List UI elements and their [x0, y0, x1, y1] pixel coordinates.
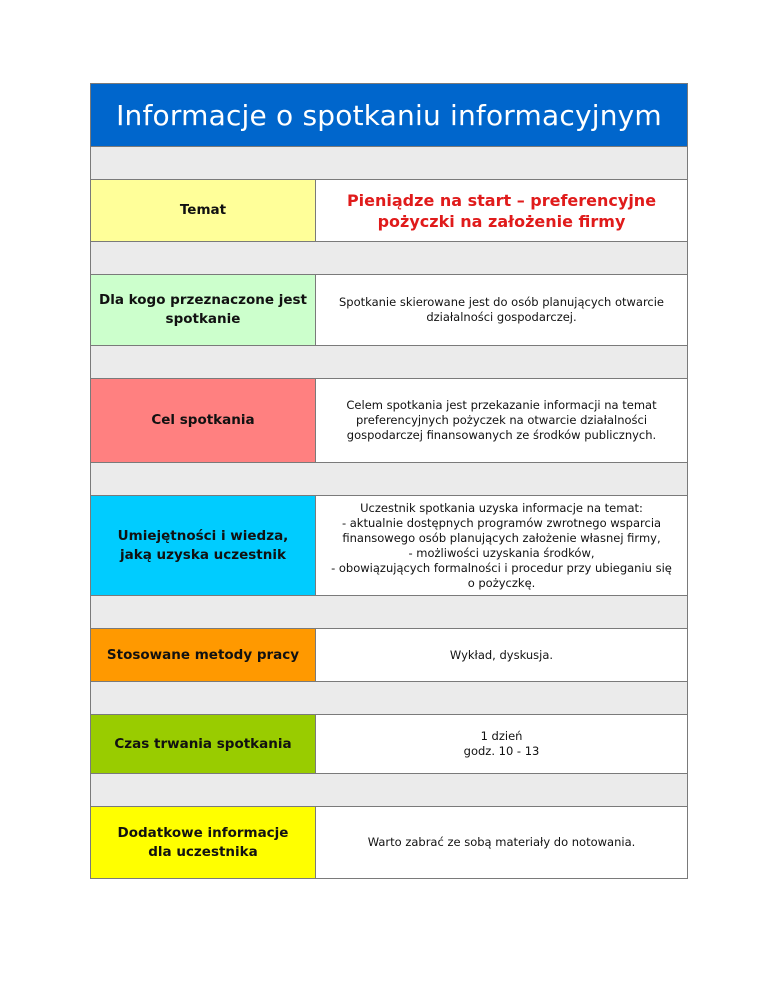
- row-label-methods: Stosowane metody pracy: [91, 629, 316, 682]
- row-label-skills: Umiejętności i wiedza, jaką uzyska uczestnik: [91, 496, 316, 596]
- row-label-additional: Dodatkowe informacje dla uczestnika: [91, 807, 316, 879]
- spacer-row: [91, 346, 688, 379]
- table-row-topic: [91, 180, 688, 242]
- row-value-goal: Celem spotkania jest przekazanie informacji na temat preferencyjnych pożyczek na otwarcie działalności gospodarczej finansowanych ze środków publicznych.: [316, 379, 688, 463]
- table-row-additional: [91, 807, 688, 879]
- spacer-cell: [91, 463, 688, 496]
- page-title: Informacje o spotkaniu informacyjnym: [91, 84, 688, 147]
- spacer-row: [91, 147, 688, 180]
- table-row-audience: [91, 275, 688, 346]
- spacer-row: [91, 774, 688, 807]
- spacer-cell: [91, 147, 688, 180]
- spacer-cell: [91, 596, 688, 629]
- row-value-duration: 1 dzień godz. 10 - 13: [316, 715, 688, 774]
- spacer-cell: [91, 682, 688, 715]
- row-value-topic: Pieniądze na start – preferencyjne pożyczki na założenie firmy: [316, 180, 688, 242]
- row-label-duration: Czas trwania spotkania: [91, 715, 316, 774]
- table-row-goal: [91, 379, 688, 463]
- spacer-cell: [91, 346, 688, 379]
- title-row: [91, 84, 688, 147]
- row-label-audience: Dla kogo przeznaczone jest spotkanie: [91, 275, 316, 346]
- row-label-topic: Temat: [91, 180, 316, 242]
- row-label-goal: Cel spotkania: [91, 379, 316, 463]
- spacer-row: [91, 682, 688, 715]
- spacer-cell: [91, 774, 688, 807]
- table-row-skills: [91, 496, 688, 596]
- spacer-cell: [91, 242, 688, 275]
- spacer-row: [91, 242, 688, 275]
- row-value-skills: Uczestnik spotkania uzyska informacje na temat: - aktualnie dostępnych programów zwrotnego wsparcia finansowego osób planujących założenie własnej firmy, - możliwości uzyskania środków, - obowiązujących formalności i procedur przy ubieganiu się o pożyczkę.: [316, 496, 688, 596]
- row-value-methods: Wykład, dyskusja.: [316, 629, 688, 682]
- meeting-info-table: [90, 83, 688, 879]
- spacer-row: [91, 596, 688, 629]
- row-value-additional: Warto zabrać ze sobą materiały do notowania.: [316, 807, 688, 879]
- row-value-audience: Spotkanie skierowane jest do osób planujących otwarcie działalności gospodarczej.: [316, 275, 688, 346]
- spacer-row: [91, 463, 688, 496]
- table-row-methods: [91, 629, 688, 682]
- table-row-duration: [91, 715, 688, 774]
